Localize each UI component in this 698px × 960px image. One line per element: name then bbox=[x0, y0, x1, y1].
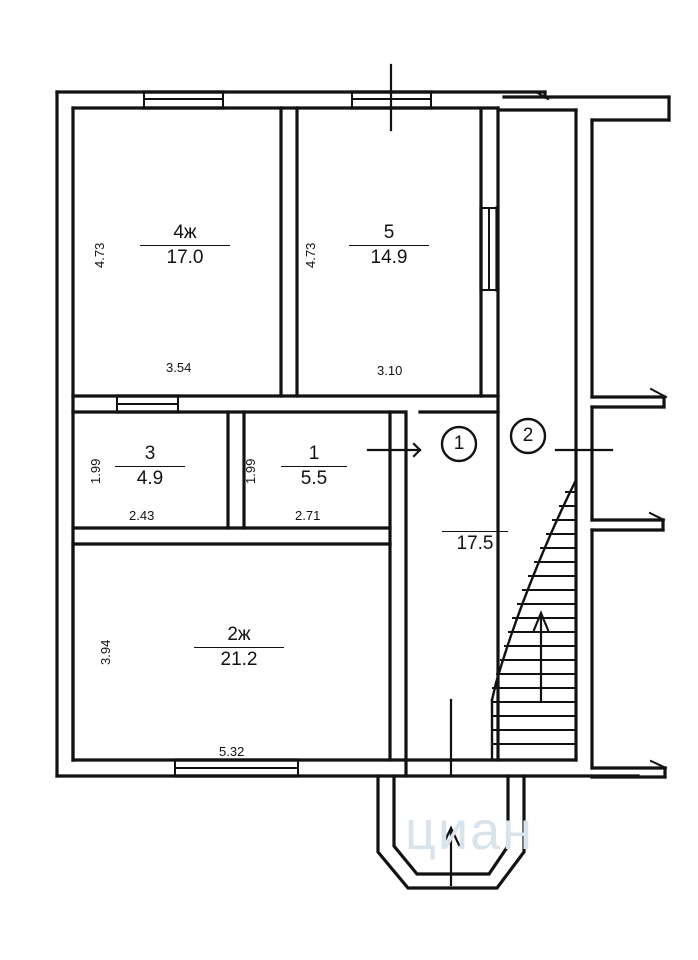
room-5-name: 5 bbox=[383, 222, 395, 243]
dim-5-height: 4.73 bbox=[303, 242, 318, 268]
room-4zh-label bbox=[140, 222, 230, 269]
dim-1-width: 2.71 bbox=[295, 508, 321, 523]
watermark: циан bbox=[405, 801, 534, 861]
room-4zh-area: 17.0 bbox=[140, 245, 230, 269]
dim-5-width: 3.10 bbox=[377, 363, 403, 378]
dim-3-height: 1.99 bbox=[88, 458, 103, 484]
room-2zh-label bbox=[194, 624, 284, 671]
room-4zh-name: 4ж bbox=[173, 222, 197, 243]
dim-4zh-height: 4.73 bbox=[92, 242, 107, 268]
room-1-area: 5.5 bbox=[281, 466, 347, 490]
marker-1-label: 1 bbox=[453, 433, 465, 454]
room-5-area: 14.9 bbox=[349, 245, 429, 269]
dim-1-height: 1.99 bbox=[243, 458, 258, 484]
room-hall-area: 17.5 bbox=[442, 531, 508, 555]
room-3-name: 3 bbox=[144, 443, 156, 464]
room-hall-label bbox=[442, 530, 508, 555]
room-1-label bbox=[281, 443, 347, 490]
dim-2zh-height: 3.94 bbox=[98, 639, 113, 665]
room-2zh-name: 2ж bbox=[227, 624, 251, 645]
room-5-label bbox=[349, 222, 429, 269]
room-3-label bbox=[115, 443, 185, 490]
dim-2zh-width: 5.32 bbox=[219, 744, 245, 759]
room-1-name: 1 bbox=[308, 443, 320, 464]
dim-4zh-width: 3.54 bbox=[166, 360, 192, 375]
marker-2-label: 2 bbox=[522, 425, 534, 446]
dim-3-width: 2.43 bbox=[129, 508, 155, 523]
room-2zh-area: 21.2 bbox=[194, 647, 284, 671]
room-3-area: 4.9 bbox=[115, 466, 185, 490]
